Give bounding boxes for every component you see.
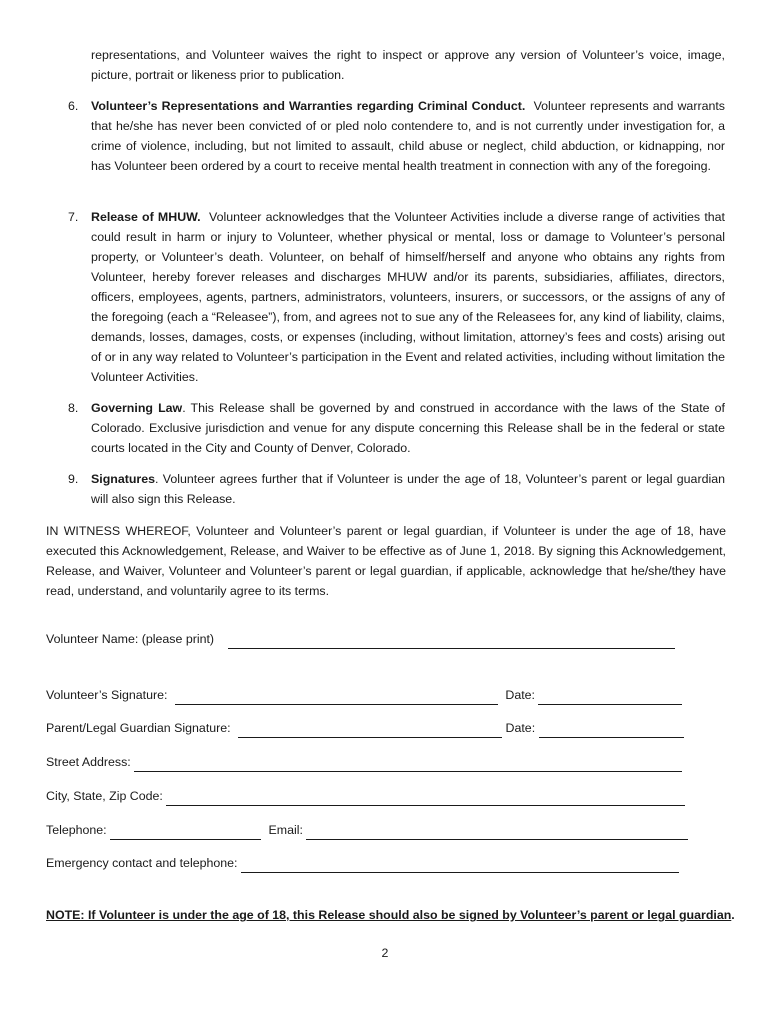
guardian-signature-label: Parent/Legal Guardian Signature:: [46, 721, 231, 735]
page-number: 2: [381, 946, 389, 960]
signature-date-label: Date:: [505, 688, 535, 702]
guardian-date-label: Date:: [505, 721, 536, 735]
section-body: [91, 398, 725, 458]
continuation-paragraph: representations, and Volunteer waives the right to inspect or approve any version of Volunteer’s voice, image, picture, portrait or likeness prior to publication.: [91, 48, 725, 82]
section-number: 9.: [68, 472, 79, 486]
city-state-zip-field[interactable]: [166, 790, 685, 806]
section-heading: Governing Law: [91, 401, 183, 415]
signature-date-field[interactable]: [538, 689, 682, 705]
section-text: Volunteer acknowledges that the Volunteer Activities include a diverse range of activities that could result in harm or injury to Volunteer, whether physical or mental, loss or damage to Volunteer’s personal property, or Volunteer’s death. Volunteer, on behalf of himself/herself and anyone who obtains any rights from Volunteer, hereby forever releases and discharges MHUW and/or its parents, subsidiaries, affiliates, directors, officers, employees, agents, partners, administrators, volunteers, insurers, or successors, or the assigns of any of the foregoing (each a “Releasee”), from, and agrees not to sue any of the Releasees for, any kind of liability, claims, demands, losses, damages, costs, or expenses (including, without limitation, attorney’s fees and costs) arising out of or in any way related to Volunteer’s participation in the Event and related activities, including without limitation the Volunteer Activities.: [91, 210, 725, 384]
volunteer-name-row: [46, 629, 675, 649]
emergency-contact-label: Emergency contact and telephone:: [46, 856, 238, 870]
volunteer-signature-row: [46, 685, 682, 705]
note-period: .: [731, 908, 735, 922]
street-address-field[interactable]: [134, 756, 682, 772]
email-field[interactable]: [306, 824, 688, 840]
section-number: 8.: [68, 401, 79, 415]
street-address-label: Street Address:: [46, 755, 131, 769]
guardian-date-field[interactable]: [539, 722, 684, 738]
volunteer-signature-label: Volunteer’s Signature:: [46, 688, 168, 702]
emergency-contact-field[interactable]: [241, 857, 679, 873]
guardian-signature-row: [46, 718, 684, 738]
guardian-note: [46, 905, 736, 925]
section-text: . Volunteer agrees further that if Volunteer is under the age of 18, Volunteer’s parent or legal guardian will also sign this Release.: [91, 472, 725, 506]
note-text: NOTE: If Volunteer is under the age of 18, this Release should also be signed by Volunteer’s parent or legal guardian: [46, 908, 732, 922]
section-heading: Release of MHUW.: [91, 210, 201, 224]
section-number: 6.: [68, 99, 79, 113]
volunteer-name-label: Volunteer Name: (please print): [46, 632, 215, 646]
telephone-field[interactable]: [110, 824, 261, 840]
section-text: Volunteer represents and warrants that he/she has never been convicted of or pled nolo contendere to, and is not currently under investigation for, a crime of violence, including, but not limited to assault, child abuse or neglect, child abduction, or kidnapping, nor has Volunteer been ordered by a court to receive mental health treatment in connection with any of the foregoing.: [91, 99, 726, 173]
telephone-email-row: [46, 820, 688, 840]
volunteer-signature-field[interactable]: [175, 689, 498, 705]
email-label: Email:: [268, 823, 303, 837]
city-state-zip-label: City, State, Zip Code:: [46, 789, 163, 803]
section-heading: Volunteer’s Representations and Warranties regarding Criminal Conduct.: [91, 99, 526, 113]
section-body: [91, 469, 725, 509]
section-body: [91, 207, 725, 387]
emergency-contact-row: [46, 853, 679, 873]
section-body: [91, 96, 725, 176]
telephone-label: Telephone:: [46, 823, 107, 837]
section-heading: Signatures: [91, 472, 156, 486]
guardian-signature-field[interactable]: [238, 722, 502, 738]
street-address-row: [46, 752, 682, 772]
volunteer-name-field[interactable]: [228, 633, 675, 649]
witness-paragraph: IN WITNESS WHEREOF, Volunteer and Volunteer’s parent or legal guardian, if Volunteer is under the age of 18, have executed this Acknowledgement, Release, and Waiver to be effective as of June 1, 2018. By signing this Acknowledgement, Release, and Waiver, Volunteer and Volunteer’s parent or legal guardian, if applicable, acknowledge that he/she/they have read, understand, and voluntarily agree to its terms.: [46, 524, 726, 598]
city-state-zip-row: [46, 786, 685, 806]
section-text: . This Release shall be governed by and construed in accordance with the laws of the State of Colorado. Exclusive jurisdiction and venue for any dispute concerning this Release shall be in the federal or state courts located in the City and County of Denver, Colorado.: [91, 401, 726, 455]
section-number: 7.: [68, 210, 79, 224]
